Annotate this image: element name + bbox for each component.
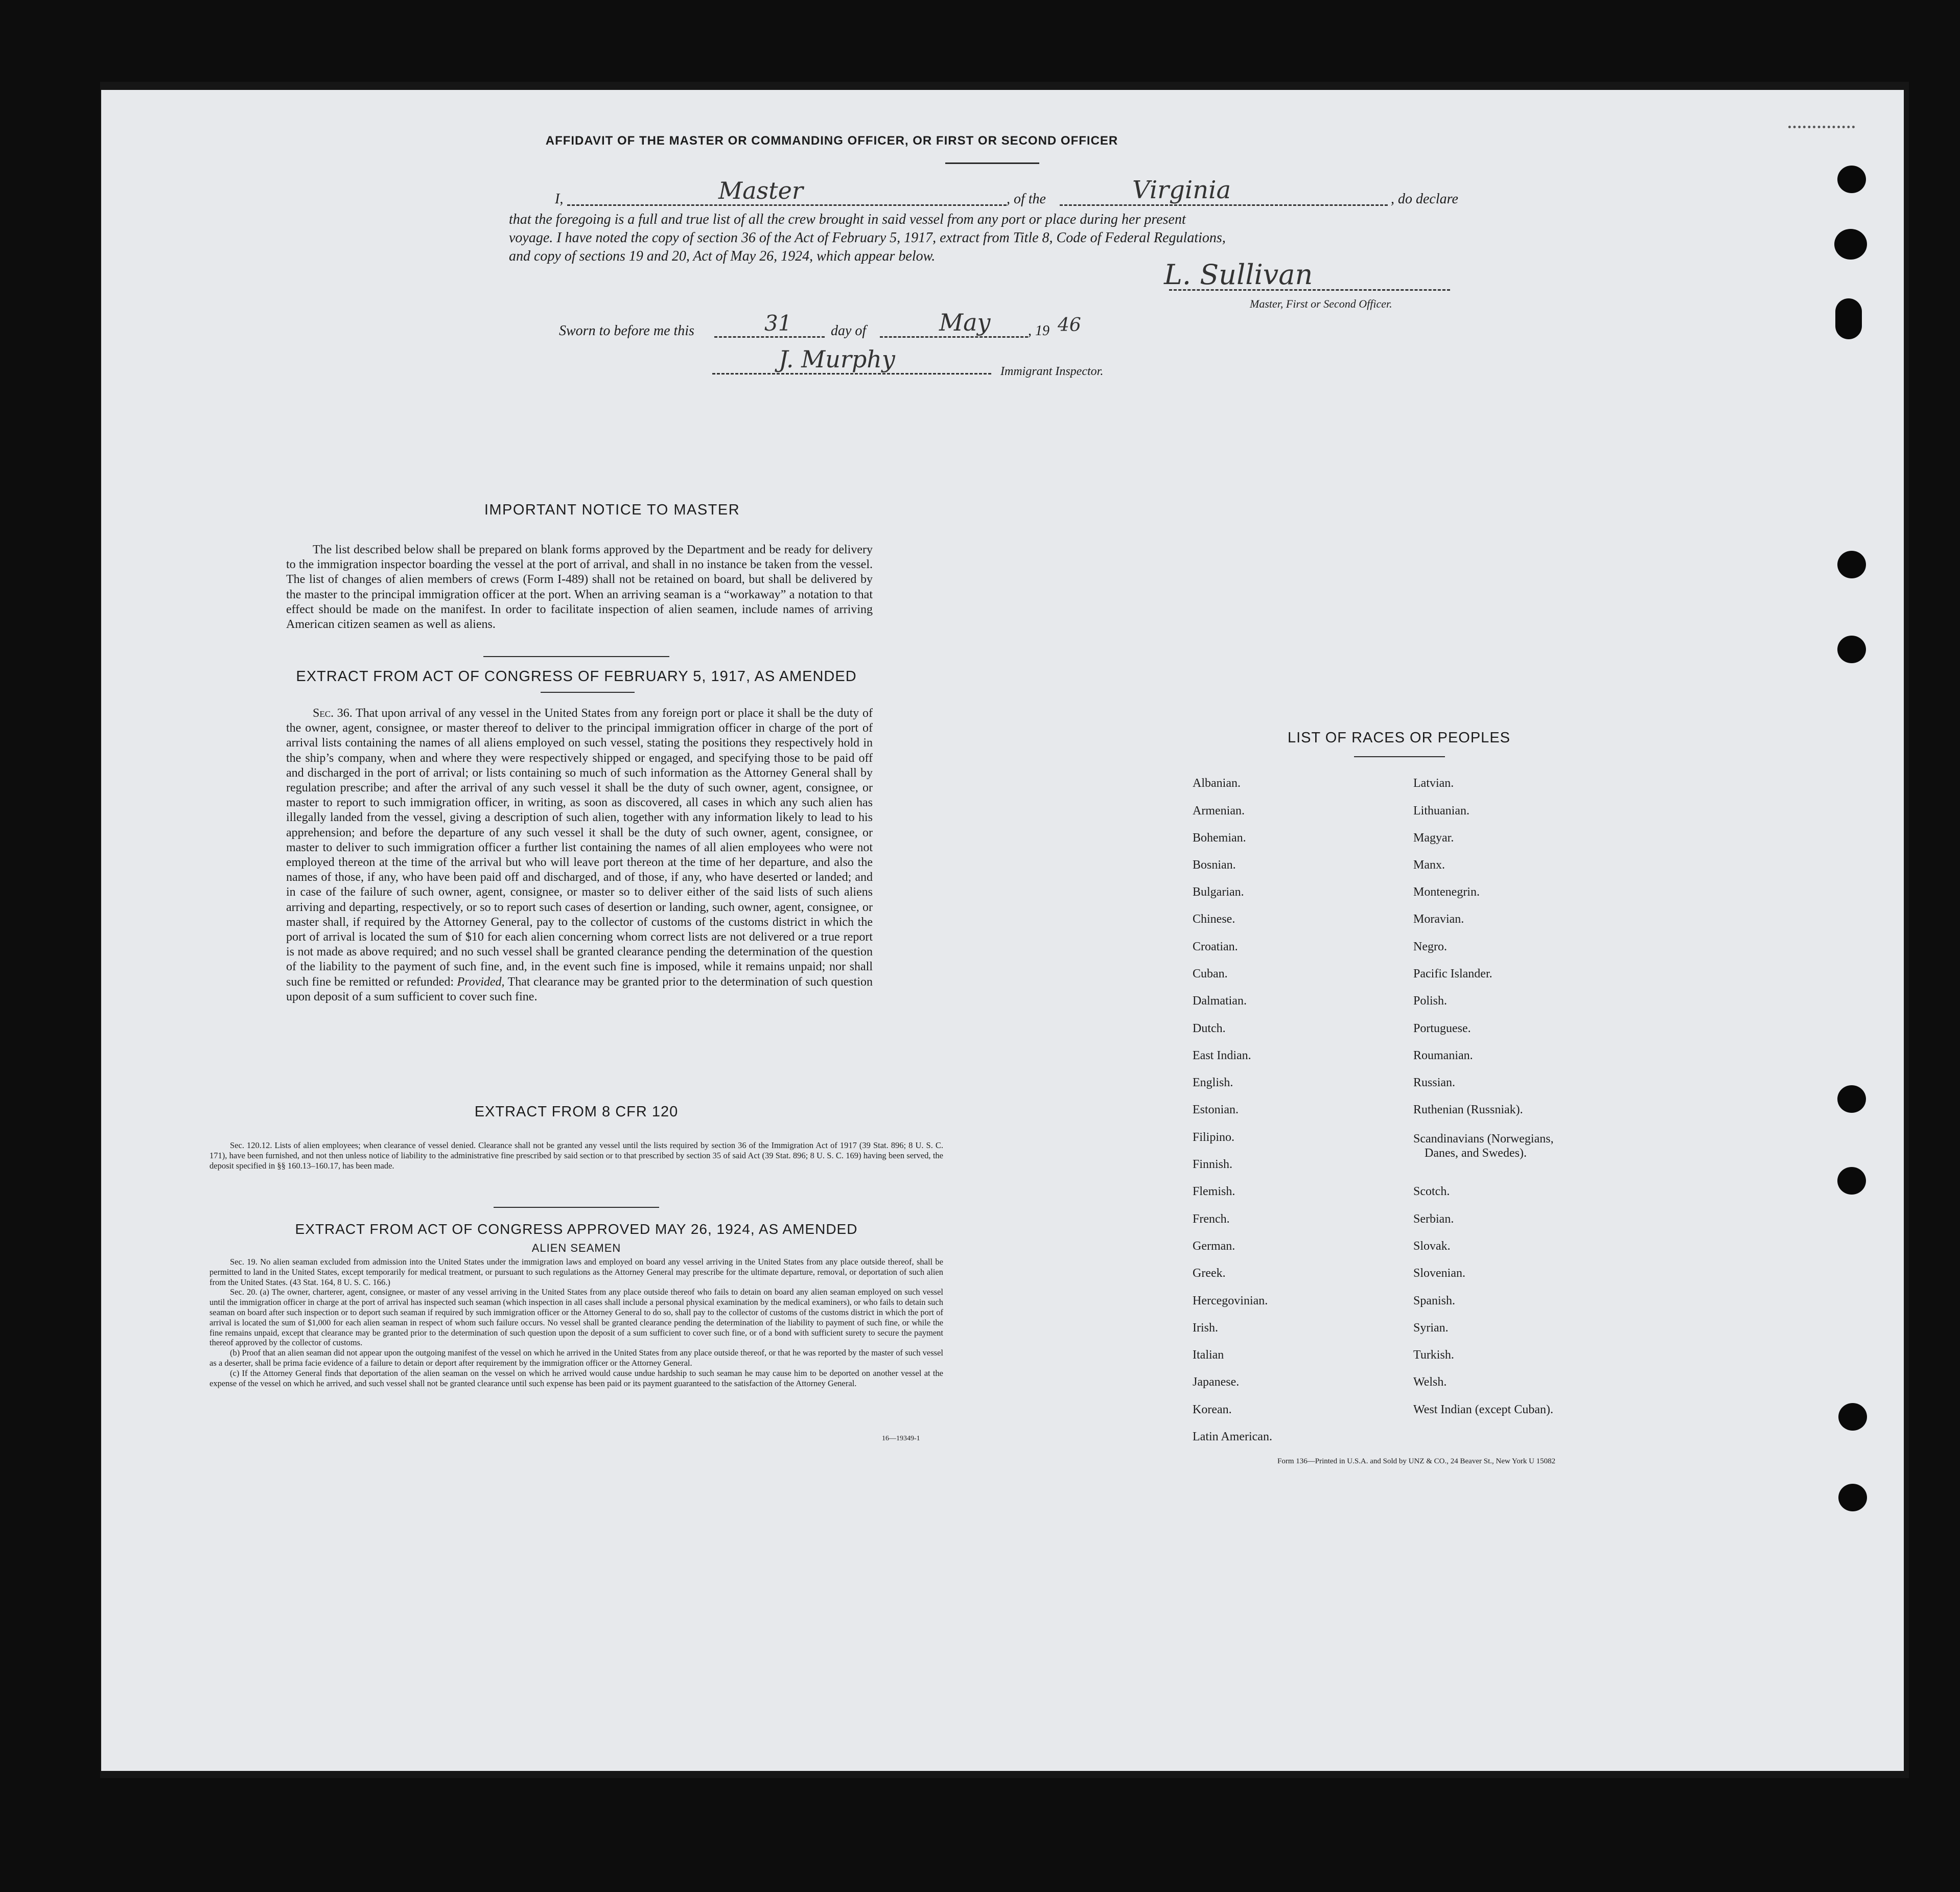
race-item: Syrian. xyxy=(1413,1321,1449,1335)
punch-hole xyxy=(1837,551,1866,578)
race-item: Dalmatian. xyxy=(1193,994,1247,1008)
sec36-end: That clearance may be granted prior to the determination of such question upon deposit of a sum sufficient to cover such fine. xyxy=(286,975,873,1003)
race-item: Negro. xyxy=(1413,940,1447,953)
race-item: Croatian. xyxy=(1193,940,1238,953)
race-item: German. xyxy=(1193,1240,1235,1253)
provided-label: Provided, xyxy=(457,975,505,989)
race-item: Italian xyxy=(1193,1348,1224,1362)
sec20b-text: (b) Proof that an alien seaman did not appear upon the outgoing manifest of the vessel on which he arrived in the United States from any place outside thereof, or that he was reported by the master of such vessel as a deserter, shall be prima facie evidence of a failure to detain or deport after requirement by the immigration officer or the Attorney General. xyxy=(209,1348,943,1368)
i-value: Master xyxy=(718,177,803,204)
print-code: 16—19349-1 xyxy=(882,1435,920,1442)
extract-1917-title: EXTRACT FROM ACT OF CONGRESS OF FEBRUARY 5, 1917, AS AMENDED xyxy=(296,668,857,685)
race-item: Bosnian. xyxy=(1193,858,1236,872)
year-prefix: , 19 xyxy=(1028,323,1049,339)
extract-cfr-text: Sec. 120.12. Lists of alien employees; when clearance of vessel denied. Clearance shall not be granted any vessel until the lists required by section 36 of the Immigration Act of 1917 (39 Stat. 896; 8 U. S. C. 171), have been furnished, and not then unless notice of liability to the administrative fine prescribed by said section or to that prescribed by section 35 of said Act (39 Stat. 896; 8 U. S. C. 169) having been served, the deposit specified in §§ 160.13–160.17, has been made. xyxy=(209,1140,943,1171)
race-item: Danes, and Swedes). xyxy=(1425,1147,1527,1160)
race-item: Polish. xyxy=(1413,994,1448,1008)
year-suffix: 46 xyxy=(1058,315,1081,336)
punch-hole xyxy=(1834,229,1867,260)
race-item: Albanian. xyxy=(1193,777,1241,790)
race-item: East Indian. xyxy=(1193,1049,1251,1062)
affidavit-line4: and copy of sections 19 and 20, Act of May 26, 1924, which appear below. xyxy=(509,248,936,264)
punch-hole xyxy=(1837,1167,1866,1195)
inspector-signature: J. Murphy xyxy=(779,345,895,373)
master-signature: L. Sullivan xyxy=(1164,259,1313,291)
declare-label: , do declare xyxy=(1391,191,1458,207)
race-item: Moravian. xyxy=(1413,913,1464,926)
day-of-label: day of xyxy=(831,323,867,339)
sworn-line xyxy=(559,309,1274,345)
affidavit-line2: that the foregoing is a full and true list of all the crew brought in said vessel from any port or place during her present xyxy=(509,212,1186,227)
notice-text: The list described below shall be prepared on blank forms approved by the Department and be ready for delivery to the immigration inspector boarding the vessel at the port of arrival, and shall in no instance be taken from the vessel. The list of changes of alien members of crews (Form I-489) shall not be retained on board, but shall be delivered by the master to the principal immigration officer at the port. When an arriving seaman is a “workaway” a notation to that effect should be made on the manifest. In order to facilitate inspection of alien seamen, include names of arriving American citizen seamen as well as aliens. xyxy=(286,543,873,632)
race-item: Scotch. xyxy=(1413,1185,1450,1198)
signature-caption: Master, First or Second Officer. xyxy=(1250,297,1392,310)
sworn-label: Sworn to before me this xyxy=(559,323,694,339)
inspector-caption: Immigrant Inspector. xyxy=(1000,365,1104,378)
sworn-day: 31 xyxy=(764,311,792,336)
affidavit-line3: voyage. I have noted the copy of section 36 of the Act of February 5, 1917, extract from Title 8, Code of Federal Regulations, xyxy=(509,230,1226,246)
form-footer: Form 136—Printed in U.S.A. and Sold by UNZ & CO., 24 Beaver St., New York U 15082 xyxy=(1277,1457,1556,1465)
race-item: Slovak. xyxy=(1413,1240,1451,1253)
punch-hole xyxy=(1837,636,1866,663)
sec20a-text: Sec. 20. (a) The owner, charterer, agent, consignee, or master of any vessel arriving in the United States from any place outside thereof who fails to detain on board any alien seaman employed on such vessel until the immigration officer in charge at the port of arrival has inspected such seaman (which inspection in all cases shall include a personal physical examination by the medical examiners), or who fails to detain such seaman on board after such inspection or to deport such seaman if required by such immigration officer or the Attorney General to do so, shall pay to the collector of customs of the customs district in which the port of arrival is located the sum of $1,000 for each alien seaman in respect of whom such failure occurs. No vessel shall be granted clearance pending the determination of the liability to payment of such fine, or while the fine remains unpaid, except that clearance may be granted prior to the determination of such question upon the deposit of a sum sufficient to cover such fine, or of a bond with sufficient surety to secure the payment thereof approved by the collector of customs. xyxy=(209,1287,943,1348)
race-item: Spanish. xyxy=(1413,1294,1456,1307)
notice-title: IMPORTANT NOTICE TO MASTER xyxy=(484,502,740,518)
extract-cfr-title: EXTRACT FROM 8 CFR 120 xyxy=(474,1104,679,1120)
races-title: LIST OF RACES OR PEOPLES xyxy=(1287,730,1511,746)
race-item: Latvian. xyxy=(1413,777,1454,790)
race-item: Finnish. xyxy=(1193,1158,1233,1171)
punch-hole xyxy=(1838,1484,1867,1511)
extract-1924-body xyxy=(209,1257,943,1388)
race-item: Armenian. xyxy=(1193,804,1245,817)
notice-rule xyxy=(483,656,669,657)
affidavit-line1 xyxy=(555,176,1526,207)
punch-hole xyxy=(1835,298,1862,339)
cfr-rule xyxy=(494,1207,659,1208)
extract-1917-text xyxy=(286,706,873,1005)
races-rule xyxy=(1354,756,1445,757)
race-item: Bulgarian. xyxy=(1193,885,1244,899)
race-item: Flemish. xyxy=(1193,1185,1235,1198)
race-item: Filipino. xyxy=(1193,1131,1235,1144)
race-item: Scandinavians (Norwegians, xyxy=(1413,1132,1554,1146)
race-item: Greek. xyxy=(1193,1267,1226,1280)
race-item: English. xyxy=(1193,1076,1233,1089)
sec36-label: Sec. 36. xyxy=(313,707,353,720)
vessel-value: Virginia xyxy=(1132,176,1231,204)
race-item: Lithuanian. xyxy=(1413,804,1469,817)
punch-hole xyxy=(1837,1085,1866,1113)
race-item: Magyar. xyxy=(1413,831,1454,845)
sec20c-text: (c) If the Attorney General finds that deportation of the alien seaman on the vessel on which he arrived would cause undue hardship to such seaman he may cause him to be deported on another vessel at the expense of the vessel on which he arrived, and such vessel shall not be granted clearance until such expense has been paid or its payment guaranteed to the satisfaction of the Attorney General. xyxy=(209,1368,943,1388)
race-item: Latin American. xyxy=(1193,1430,1272,1443)
punch-hole xyxy=(1837,166,1866,193)
race-item: Slovenian. xyxy=(1413,1267,1465,1280)
race-item: Korean. xyxy=(1193,1403,1232,1416)
race-item: Estonian. xyxy=(1193,1103,1239,1116)
race-item: Japanese. xyxy=(1193,1375,1240,1389)
race-item: Montenegrin. xyxy=(1413,885,1480,899)
race-item: Welsh. xyxy=(1413,1375,1447,1389)
i-label: I, xyxy=(555,191,564,207)
race-item: Cuban. xyxy=(1193,967,1228,980)
race-item: Bohemian. xyxy=(1193,831,1246,845)
sworn-month: May xyxy=(939,309,991,336)
race-item: Hercegovinian. xyxy=(1193,1294,1268,1307)
race-item: Ruthenian (Russniak). xyxy=(1413,1103,1523,1116)
title-rule xyxy=(945,162,1039,164)
of-the-label: , of the xyxy=(1007,191,1046,207)
race-item: West Indian (except Cuban). xyxy=(1413,1403,1553,1416)
race-item: Pacific Islander. xyxy=(1413,967,1492,980)
race-item: Serbian. xyxy=(1413,1212,1454,1226)
race-item: Russian. xyxy=(1413,1076,1456,1089)
race-item: Turkish. xyxy=(1413,1348,1454,1362)
race-item: Roumanian. xyxy=(1413,1049,1473,1062)
edge-marks xyxy=(1788,126,1855,131)
race-item: Manx. xyxy=(1413,858,1445,872)
race-item: French. xyxy=(1193,1212,1230,1226)
punch-hole xyxy=(1838,1403,1867,1431)
race-item: Portuguese. xyxy=(1413,1022,1471,1035)
extract-1917-rule xyxy=(541,692,635,693)
extract-1924-subtitle: ALIEN SEAMEN xyxy=(531,1242,621,1254)
race-item: Chinese. xyxy=(1193,913,1235,926)
document-sheet xyxy=(101,90,1904,1771)
extract-1924-title: EXTRACT FROM ACT OF CONGRESS APPROVED MAY 26, 1924, AS AMENDED xyxy=(295,1221,858,1237)
race-item: Irish. xyxy=(1193,1321,1218,1335)
sec36-body: That upon arrival of any vessel in the United States from any foreign port or place it shall be the duty of the owner, agent, consignee, or master thereof to deliver to the principal immigration officer in charge of the port of arrival lists containing the names of all aliens employed on such vessel, stating the positions they respectively hold in the ship’s company, when and where they were respectively shipped or engaged, and specifying those to be paid off and discharged in the port of arrival; or lists containing so much of such information as the Attorney General shall by regulation prescribe; and after the arrival of any such vessel it shall be the duty of such owner, agent, consignee, or master to report to such immigration officer, in writing, as soon as discovered, all cases in which any such alien has illegally landed from the vessel, giving a description of such alien, together with any information likely to lead to his apprehension; and before the departure of any such vessel it shall be the duty of such owner, agent, consignee, or master to deliver to such immigration officer a further list containing the names of all alien employees who were not employed thereon at the time of the arrival but who will leave port thereon at the time of her departure, and also the names of those, if any, who have been paid off and discharged, and of those, if any, who have deserted or landed; and in case of the failure of such owner, agent, consignee, or master so to deliver either of the said lists of such aliens arriving and departing, respectively, or so to report such cases of desertion or landing, such owner, agent, consignee, or master shall, if required by the Attorney General, pay to the collector of customs of the customs district in which the port of arrival is located the sum of $10 for each alien concerning whom correct lists are not delivered or a true report is not made as above required; and no such vessel shall be granted clearance pending the determination of the question of the liability to the payment of such fine, and, in the event such fine is imposed, while it remains unpaid; nor shall such fine be remitted or refunded: xyxy=(286,707,873,989)
affidavit-title: AFFIDAVIT OF THE MASTER OR COMMANDING OFFICER, OR FIRST OR SECOND OFFICER xyxy=(545,134,1118,148)
race-item: Dutch. xyxy=(1193,1022,1226,1035)
sec19-text: Sec. 19. No alien seaman excluded from admission into the United States under the immigration laws and employed on board any vessel arriving in the United States from any place outside thereof, shall be permitted to land in the United States, except temporarily for medical treatment, or pursuant to such regulations as the Attorney General may prescribe for the ultimate departure, removal, or deportation of such alien from the United States. (43 Stat. 164, 8 U. S. C. 166.) xyxy=(209,1257,943,1287)
